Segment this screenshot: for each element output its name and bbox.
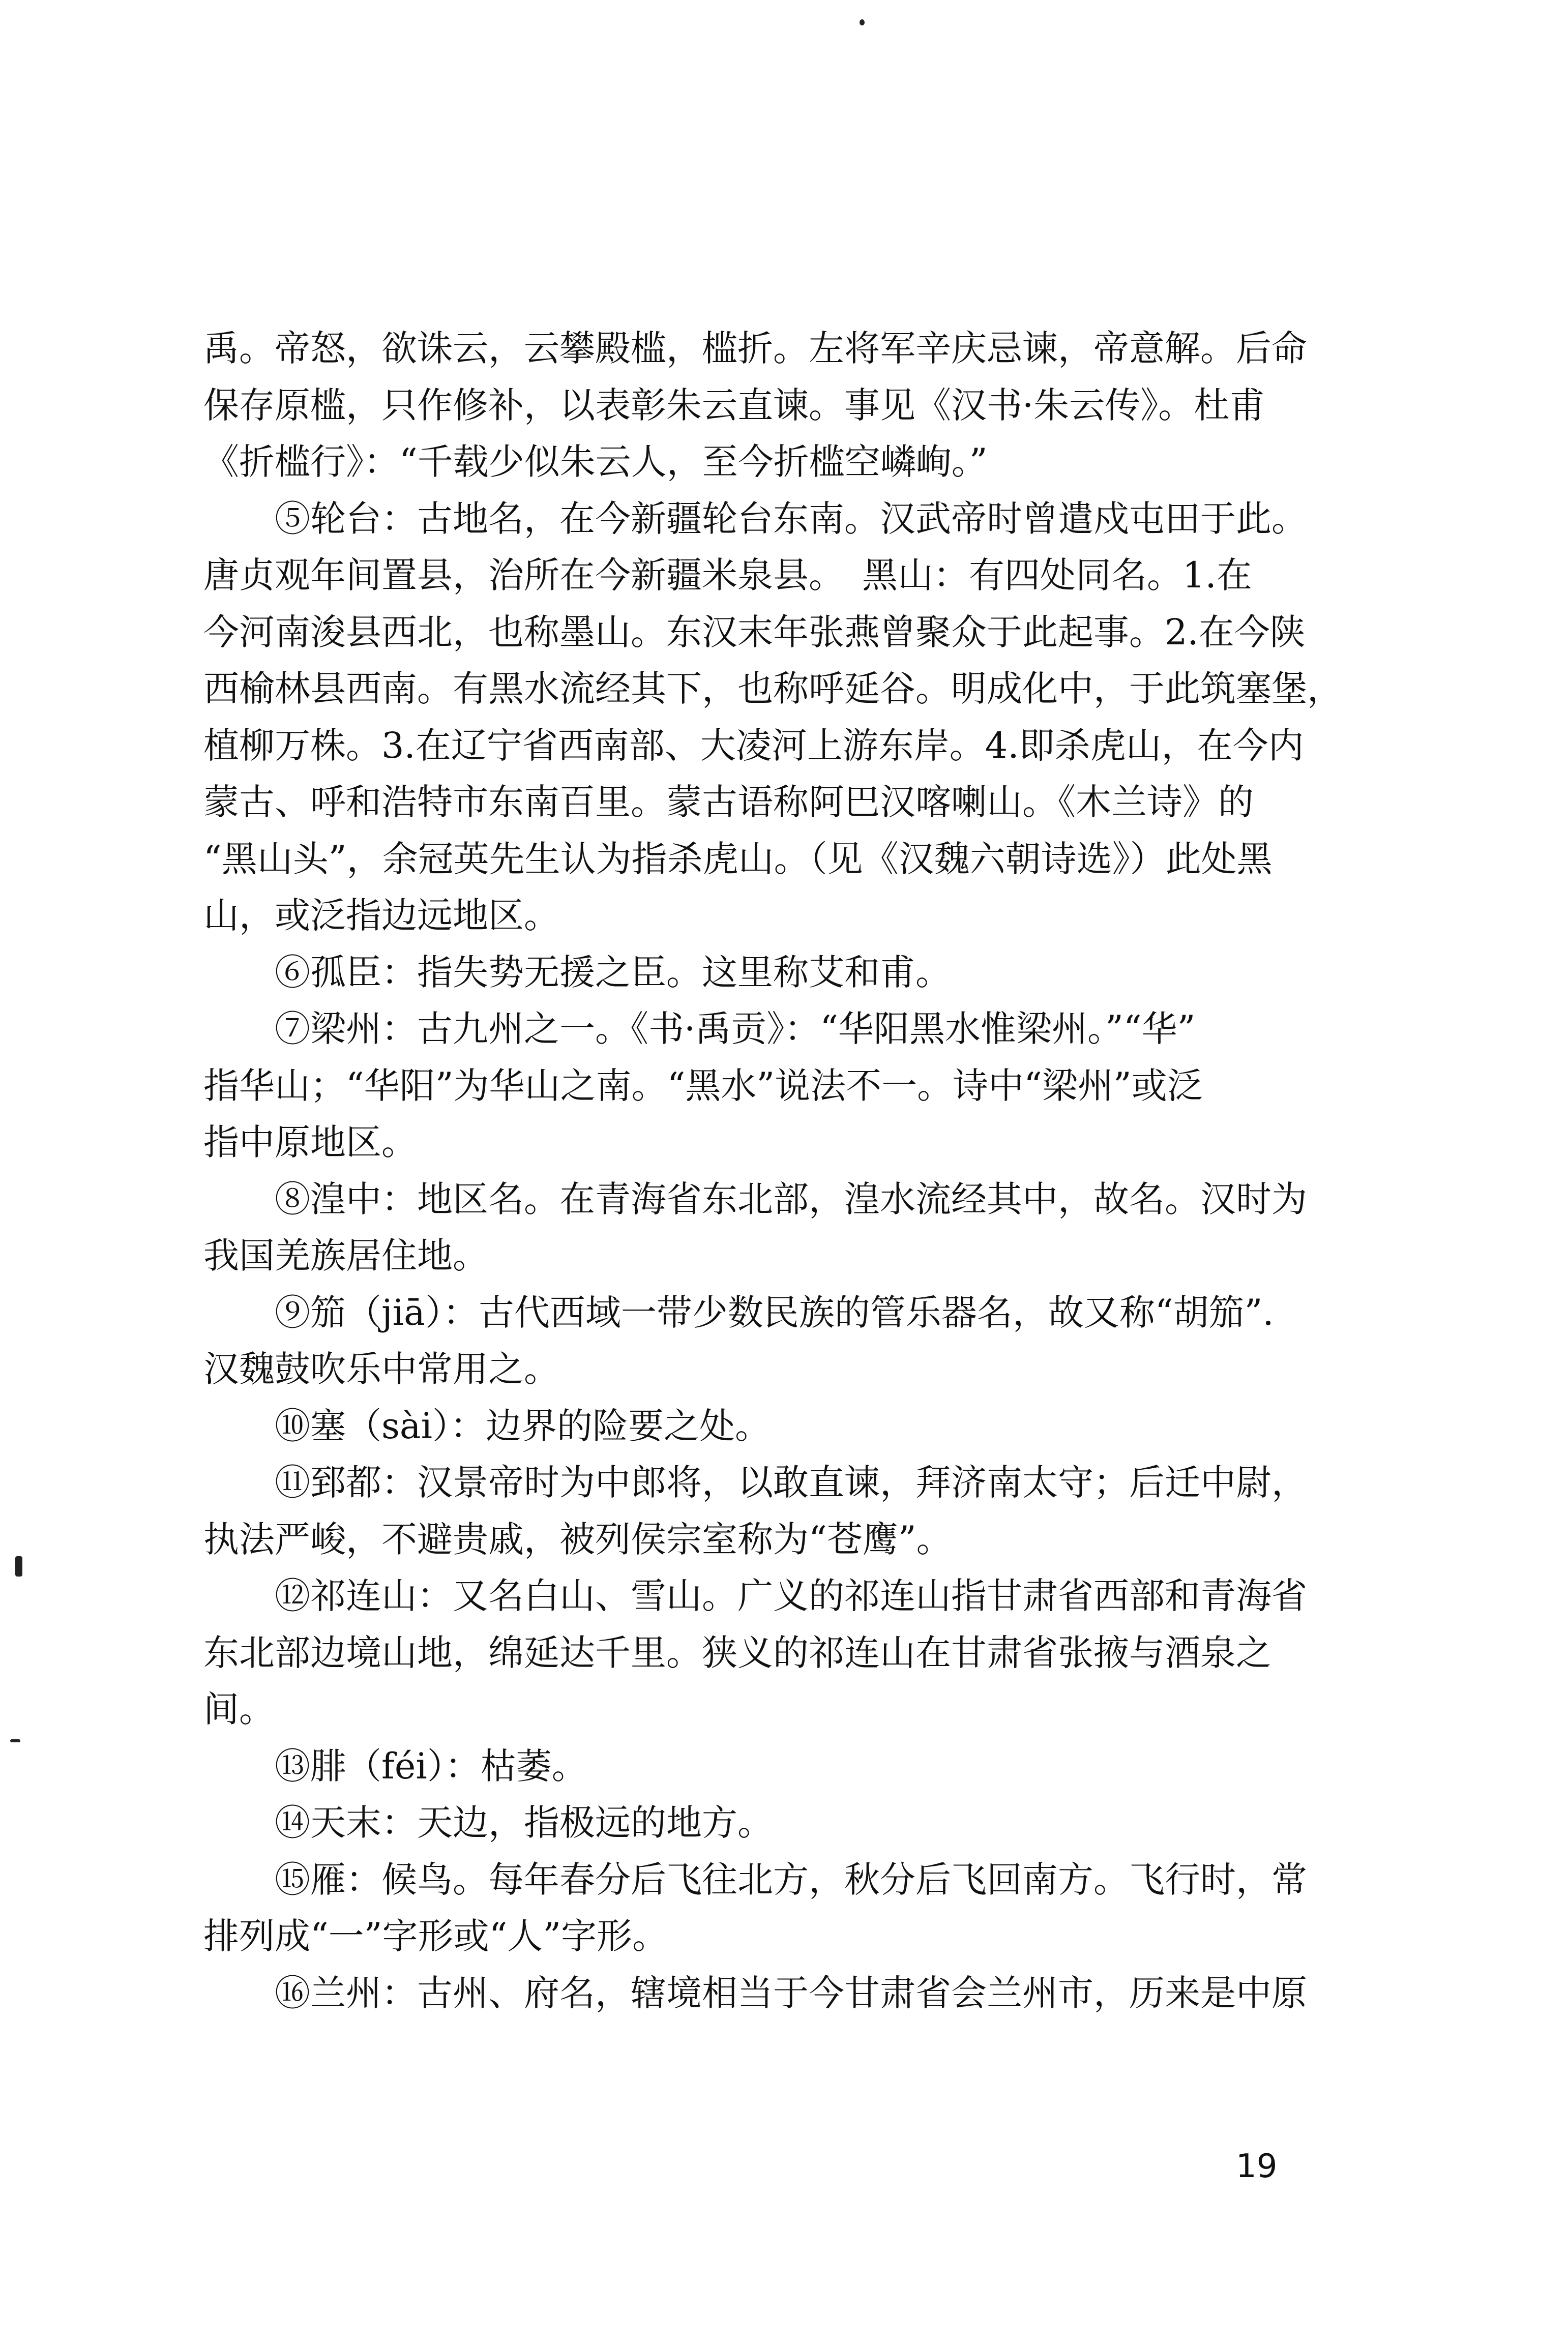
text-line: 我国羌族居住地。 [203,1235,488,1276]
text-line: 执法严峻，不避贵戚，被列侯宗室称为“苍鹰”。 [203,1518,952,1560]
text-line: 排列成“一”字形或“人”字形。 [203,1915,668,1957]
text-line: 植柳万株。3.在辽宁省西南部、大凌河上游东岸。4.即杀虎山，在今内 [203,724,1304,766]
note-11-line: ⑪郅都：汉景帝时为中郎将，以敢直谏，拜济南太守；后迁中尉， [275,1462,1307,1503]
scan-speck [860,19,865,25]
note-14-line: ⑭天末：天边，指极远的地方。 [275,1802,773,1844]
note-15-line: ⑮雁：候鸟。每年春分后飞往北方，秋分后飞回南方。飞行时，常 [275,1858,1307,1900]
text-line: 今河南浚县西北，也称墨山。东汉末年张燕曾聚众于此起事。2.在今陕 [203,611,1306,653]
text-line: 指华山；“华阳”为华山之南。“黑水”说法不一。诗中“梁州”或泛 [203,1064,1203,1107]
annotation-text [203,320,1373,2022]
note-7-line: ⑦梁州：古九州之一。《书·禹贡》：“华阳黑水惟梁州。”“华” [275,1008,1196,1050]
text-line: 蒙古、呼和浩特市东南百里。蒙古语称阿巴汉喀喇山。《木兰诗》的 [203,781,1254,823]
text-line: “黑山头”，余冠英先生认为指杀虎山。（见《汉魏六朝诗选》）此处黑 [203,838,1273,880]
note-16-line: ⑯兰州：古州、府名，辖境相当于今甘肃省会兰州市，历来是中原 [275,1972,1307,2014]
note-13-line: ⑬腓（féi）：枯萎。 [275,1745,587,1787]
scan-speck [10,1739,20,1742]
text-line: 保存原槛，只作修补，以表彰朱云直谏。事见《汉书·朱云传》。杜甫 [203,384,1265,426]
text-line: 西榆林县西南。有黑水流经其下，也称呼延谷。明成化中，于此筑塞堡， [203,668,1343,709]
text-line: 禹。帝怒，欲诛云，云攀殿槛，槛折。左将军辛庆忌谏，帝意解。后命 [203,328,1307,369]
page-number: 19 [1236,2148,1278,2185]
text-line: 山，或泛指边远地区。 [203,895,559,936]
note-9-line: ⑨笳（jiā）：古代西域一带少数民族的管乐器名，故又称“胡笳”. [275,1291,1274,1333]
text-line: 《折槛行》：“千载少似朱云人，至今折槛空嶙峋。” [203,441,988,483]
note-6-line: ⑥孤臣：指失势无援之臣。这里称艾和甫。 [275,951,951,993]
text-line: 东北部边境山地，绵延达千里。狭义的祁连山在甘肃省张掖与酒泉之 [203,1631,1271,1674]
text-line: 汉魏鼓吹乐中常用之。 [203,1348,559,1390]
note-12-line: ⑫祁连山：又名白山、雪山。广义的祁连山指甘肃省西部和青海省 [275,1575,1307,1617]
text-line: 指中原地区。 [203,1121,417,1163]
text-line: 唐贞观年间置县，治所在今新疆米泉县。 黑山：有四处同名。1.在 [203,554,1252,596]
note-5-line: ⑤轮台：古地名，在今新疆轮台东南。汉武帝时曾遣戍屯田于此。 [275,497,1307,540]
note-10-line: ⑩塞（sài）：边界的险要之处。 [275,1405,771,1447]
note-8-line: ⑧湟中：地区名。在青海省东北部，湟水流经其中，故名。汉时为 [275,1178,1307,1220]
scan-speck [15,1556,22,1577]
text-line: 间。 [203,1688,275,1730]
